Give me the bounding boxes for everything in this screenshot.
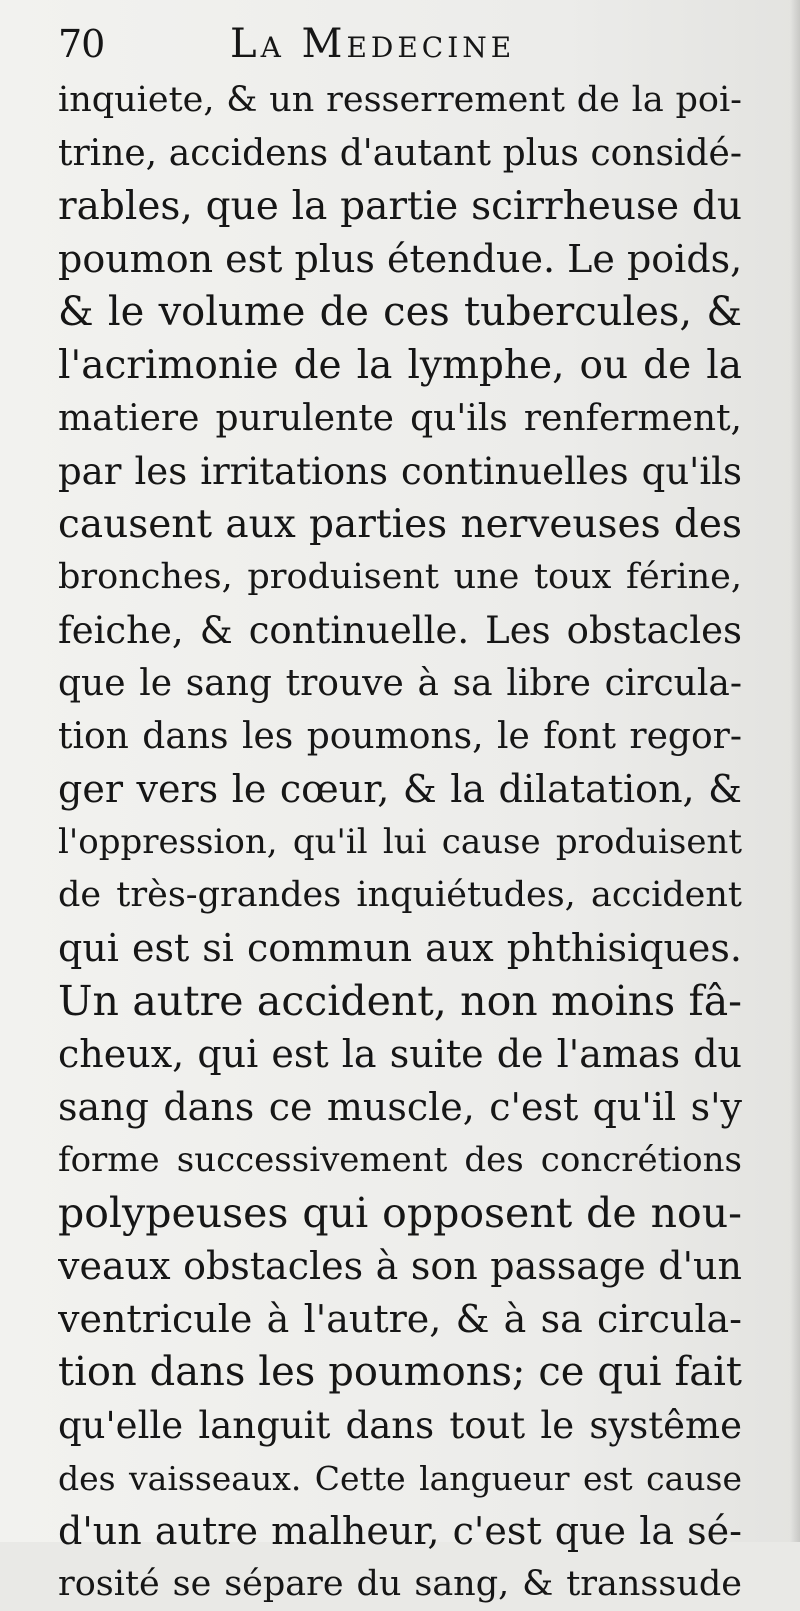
text-line: cheux, qui est la suite de l'amas du <box>58 1032 742 1076</box>
body-text <box>58 74 742 1611</box>
text-line: l'acrimonie de la lymphe, ou de la <box>58 343 742 388</box>
page-gutter-shadow <box>790 0 800 1542</box>
text-line: matiere purulente qu'ils renferment, <box>58 398 742 439</box>
text-line: qui est si commun aux phthisiques. <box>58 926 742 970</box>
page-header <box>58 16 748 72</box>
running-title: La Medecine <box>230 21 516 67</box>
text-line: bronches, produisent une toux férine, <box>58 557 742 597</box>
text-line: que le sang trouve à sa libre circula- <box>58 663 742 704</box>
text-line: l'oppression, qu'il lui cause produisent <box>58 822 742 862</box>
text-line: & le volume de ces tubercules, & <box>58 289 742 335</box>
text-line: tion dans les poumons, le font regor- <box>58 716 742 757</box>
text-line: inquiete, & un resserrement de la poi- <box>58 80 742 120</box>
text-line: Un autre accident, non moins fâ- <box>58 977 742 1025</box>
text-line: rables, que la partie scirrheuse du <box>58 184 742 229</box>
page-number: 70 <box>58 22 105 66</box>
text-line: ger vers le cœur, & la dilatation, & <box>58 767 742 811</box>
text-line: causent aux parties nerveuses des <box>58 502 742 547</box>
text-line: des vaisseaux. Cette langueur est cause <box>58 1459 742 1498</box>
text-line: forme successivement des concrétions <box>58 1140 742 1180</box>
text-line: polypeuses qui opposent de nou- <box>58 1189 742 1237</box>
text-line: poumon est plus étendue. Le poids, <box>58 237 742 281</box>
text-line: trine, accidens d'autant plus considé- <box>58 133 742 174</box>
text-line: feiche, & continuelle. Les obstacles <box>58 609 742 652</box>
text-line: qu'elle languit dans tout le systême <box>58 1404 742 1447</box>
text-line: sang dans ce muscle, c'est qu'il s'y <box>58 1085 742 1129</box>
text-line: rosité se sépare du sang, & transsude <box>58 1564 742 1604</box>
text-line: d'un autre malheur, c'est que la sé- <box>58 1509 742 1553</box>
text-line: veaux obstacles à son passage d'un <box>58 1244 742 1288</box>
text-line: tion dans les poumons; ce qui fait <box>58 1349 742 1395</box>
text-line: de très-grandes inquiétudes, accident <box>58 875 742 915</box>
text-line: ventricule à l'autre, & à sa circula- <box>58 1297 742 1341</box>
text-line: par les irritations continuelles qu'ils <box>58 450 742 493</box>
